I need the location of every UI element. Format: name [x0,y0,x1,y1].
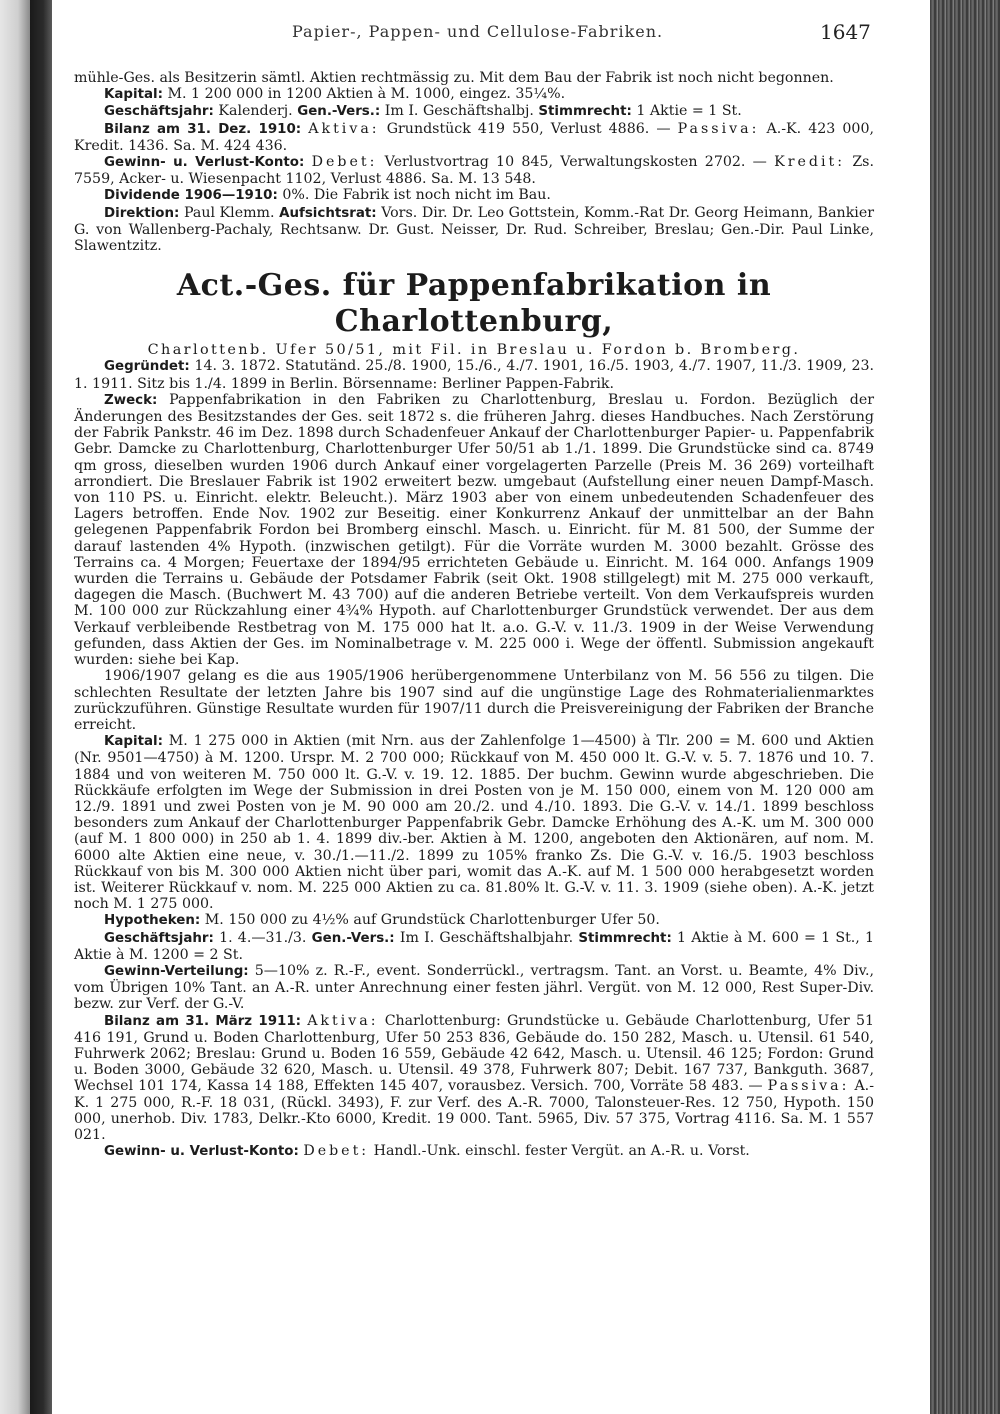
page-number: 1647 [820,20,871,44]
second-company-geschaeftsjahr [74,930,874,963]
first-company-intro: mühle-Ges. als Besitzerin sämtl. Aktien rechtmässig zu. Mit dem Bau der Fabrik ist noch nicht begonnen. [74,70,834,86]
guv-debet: Debet: [311,154,378,171]
aufsichtsrat-label: Aufsichtsrat: [279,205,377,221]
stimmrecht-text: 1 Aktie = 1 St. [636,103,742,120]
direktion-text: Paul Klemm. [183,204,275,221]
hypotheken-text: M. 150 000 zu 4½% auf Grundstück Charlottenburger Ufer 50. [204,912,660,929]
second-company-guv [74,1143,874,1160]
first-company-guv [74,154,874,187]
second-company-gegruendet [74,358,874,391]
zweck-text: Pappenfabrikation in den Fabriken zu Charlottenburg, Breslau u. Fordon. Bezüglich der Änderungen des Besitzstandes der Ges. seit 1872 s. die früheren Jahrg. dieses Handbuches. Nach Zerstörung der Fabrik Pankstr. 46 im Dez. 1898 durch Schadenfeuer Ankauf der Charlottenburger Papier- u. Pappenfabrik Gebr. Damcke zu Charlottenburg, Charlottenburger Ufer 50/51 ab 1./1. 1899. Die Grundstücke sind ca. 8749 qm gross, dieselben wurden 1906 durch Ankauf einer vorgelagerten Parzelle (Preis M. 36 269) vorteilhaft arrondiert. Die Breslauer Fabrik ist 1902 erweitert bezw. umgebaut (Aufstellung einer neuen Dampf-Masch. von 110 PS. u. Einricht. elektr. Beleucht.). März 1903 aber von einem unbedeutenden Schadenfeuer des Lagers betroffen. Ende Nov. 1902 zur Beseitig. einer Konkurrenz Ankauf der unmittelbar an der Bahn gelegenen Pappenfabrik Fordon bei Bromberg einschl. Masch. u. Einricht. für M. 81 500, der Summe der darauf lastenden 4% Hypoth. (inzwischen getilgt). Für die Vorräte wurden M. 3000 bezahlt. Grösse des Terrains ca. 4 Morgen; Feuertaxe der 1894/95 errichteten Gebäude u. Einricht. M. 164 000. Anfangs 1909 wurden die Terrains u. Gebäude der Potsdamer Fabrik (seit Okt. 1908 stillgelegt) mit M. 275 000 verkauft, dagegen die Masch. (Buchwert M. 43 700) auf die anderen Betriebe verteilt. Von dem Verkaufspreis wurden M. 100 000 zur Rückzahlung einer 4¾% Hypoth. auf Charlottenburger Grundstück verwendet. Der aus dem Verkauf verbleibende Restbetrag von M. 175 000 hat lt. a.o. G.-V. v. 11./3. 1909 in der Weise Verwendung gefunden, dass Aktien der Ges. im Nominalbetrage v. M. 225 000 i. Wege der öffentl. Submission angekauft wurden: siehe bei Kap. [74,391,875,669]
stimmrecht-text: 1 Aktie à M. 600 = 1 St., 1 Aktie à M. 1200 = 2 St. [74,929,875,963]
first-company-direktion [74,205,874,255]
bilanz-text-b: A.-K. 1 275 000, R.-F. 18 031, (Rückl. 3493), F. zur Verf. des A.-R. 7000, Talonsteuer-Res. 12 750, Hypoth. 150 000, unerhob. Div. 1783, Delkr.-Kto 6000, Kredit. 19 000. Tant. 5965, Div. 57 375, Vortrag 4116. Sa. M. 1 557 021. [74,1078,874,1143]
guv-label: Gewinn- u. Verlust-Konto: [104,1144,299,1160]
right-page-edges [930,0,1000,1414]
company-title: Act.-Ges. für Pappenfabrikation in Charlottenburg, [176,268,772,340]
first-company-entry [74,70,874,254]
second-company-bilanz [74,1013,874,1144]
second-company-kapital [74,733,874,912]
running-title: Papier-, Pappen- und Cellulose-Fabriken. [292,22,664,41]
gewinnverteilung-text: 5—10% z. R.-F., event. Sonderrückl., vertragsm. Tant. an Vorst. u. Beamte, 4% Div., vom Übrigen 10% Tant. an A.-R. unter Anrechnung einer festen jährl. Vergüt. von M. 12 000, Rest Super-Div. bezw. zur Verf. der G.-V. [74,962,874,1013]
document-page [52,0,930,1414]
bilanz-aktiva: Aktiva: [307,1012,379,1029]
left-page-edge [0,0,30,1414]
second-company-hypotheken [74,912,874,929]
stimmrecht-label: Stimmrecht: [578,930,672,946]
bilanz-aktiva: Aktiva: [308,120,380,137]
first-company-bilanz [74,121,874,154]
genvers-label: Gen.-Vers.: [311,930,395,946]
guv-text-b: Zs. 7559, Acker- u. Wiesenpacht 1102, Verlust 4886. Sa. M. 13 548. [74,154,874,188]
gegruendet-label: Gegründet: [104,359,190,375]
bilanz-text-a: Grundstück 419 550, Verlust 4886. — [386,120,671,137]
direktion-label: Direktion: [104,205,180,221]
second-company-gewinnverteilung [74,963,874,1013]
book-binding [30,0,52,1414]
bilanz-text-a: Charlottenburg: Grundstücke u. Gebäude Charlottenburg, Ufer 51 416 191, Grund u. Boden Charlottenburg, Ufer 50 253 836, Gebäude do. 150 282, Masch. u. Utensil. 61 540, Fuhrwerk 2062; Breslau: Grund u. Boden 16 559, Gebäude 42 642, Masch. u. Utensil. 46 125; Fordon: Grund u. Boden 3000, Gebäude 32 620, Masch. u. Utensil. 49 378, Fuhrwerk 807; Debit. 167 737, Bankguth. 3687, Wechsel 101 174, Kassa 14 188, Effekten 145 407, vorausbez. Versich. 700, Vorräte 58 483. — [74,1012,875,1095]
geschaeftsjahr-text: Kalenderj. [218,103,293,120]
geschaeftsjahr-label: Geschäftsjahr: [104,104,214,120]
zweck-label: Zweck: [104,392,158,408]
bilanz-passiva: Passiva: [677,120,760,137]
genvers-text: Im I. Geschäftshalbj. [384,103,534,120]
guv-text-a: Verlustvortrag 10 845, Verwaltungskosten 2702. — [384,154,767,171]
bilanz-text-b: A.-K. 423 000, Kredit. 1436. Sa. M. 424 436. [74,120,874,154]
geschaeftsjahr-text: 1. 4.—31./3. [219,929,307,946]
bilanz-passiva: Passiva: [767,1078,850,1095]
guv-debet: Debet: [303,1143,370,1160]
page-content [74,70,874,1160]
gegruendet-text: 14. 3. 1872. Statutänd. 25./8. 1900, 15./6., 4./7. 1901, 16./5. 1903, 4./7. 1907, 11./3. 1909, 23. 1. 1911. Sitz bis 1./4. 1899 in Berlin. Börsenname: Berliner Pappen-Fabrik. [74,358,875,392]
kapital-label: Kapital: [104,87,163,103]
guv-label: Gewinn- u. Verlust-Konto: [104,155,305,171]
bilanz-label: Bilanz am 31. Dez. 1910: [104,121,302,137]
first-company-kapital [74,86,874,103]
stimmrecht-label: Stimmrecht: [538,104,632,120]
second-company-entry [74,268,874,1160]
geschaeftsjahr-label: Geschäftsjahr: [104,930,214,946]
company-address: Charlottenb. Ufer 50/51, mit Fil. in Breslau u. Fordon b. Bromberg. [147,342,801,359]
genvers-text: Im I. Geschäftshalbjahr. [399,929,574,946]
dividende-label: Dividende 1906—1910: [104,188,278,204]
dividende-text: 0%. Die Fabrik ist noch nicht im Bau. [282,187,551,204]
kapital-label: Kapital: [104,734,163,750]
guv-kredit: Kredit: [774,154,846,171]
guv-text-a: Handl.-Unk. einschl. fester Vergüt. an A.-R. u. Vorst. [373,1143,750,1160]
kapital-text: M. 1 275 000 in Aktien (mit Nrn. aus der Zahlenfolge 1—4500) à Tlr. 200 = M. 600 und Aktien (Nr. 9501—4750) à M. 1200. Urspr. M. 2 700 000; Rückkauf von M. 450 000 lt. G.-V. v. 5. 7. 1876 und 10. 7. 1884 und von weiteren M. 750 000 lt. G.-V. v. 19. 12. 1885. Der buchm. Gewinn wurde abgeschrieben. Die Rückkäufe erfolgten im Wege der Submission in drei Posten von je M. 150 000, einem von M. 120 000 am 12./9. 1891 und zwei Posten von je M. 90 000 am 20./2. und 4./10. 1893. Die G.-V. v. 14./1. 1899 beschloss besonders zum Ankauf der Charlottenburger Pappenfabrik Gebr. Damcke Erhöhung des A.-K. um M. 300 000 (auf M. 1 800 000) in 250 ab 1. 4. 1899 div.-ber. Aktien à M. 1200, angeboten den Aktionären, auf nom. M. 6000 alte Aktien eine neue, v. 30./1.—11./2. 1899 zu 105% franko Zs. Die G.-V. v. 16./5. 1903 beschloss Rückkauf von bis M. 300 000 Aktien nicht über pari, womit das A.-K. auf M. 1 500 000 herabgesetzt worden ist. Weiterer Rückkauf v. nom. M. 225 000 Aktien zu ca. 81.80% lt. G.-V. v. 11. 3. 1909 (siehe oben). A.-K. jetzt noch M. 1 275 000. [74,733,874,913]
page-header [52,22,930,46]
bilanz-label: Bilanz am 31. März 1911: [104,1013,302,1029]
second-company-zweck-2: 1906/1907 gelang es die aus 1905/1906 herübergenommene Unterbilanz von M. 56 556 zu tilgen. Die schlechten Resultate der letzten Jahre bis 1907 sind auf die ungünstige Lage des Rohmaterialienmarktes zurückzuführen. Günstige Resultate wurden für 1907/11 durch die Preisvereinigung der Fabriken der Branche erreicht. [74,668,874,733]
kapital-text: M. 1 200 000 in 1200 Aktien à M. 1000, eingez. 35¼%. [167,86,566,103]
gewinnverteilung-label: Gewinn-Verteilung: [104,963,249,979]
first-company-dividende [74,187,874,204]
first-company-geschaeftsjahr [74,103,874,120]
second-company-zweck [74,392,874,668]
hypotheken-label: Hypotheken: [104,913,201,929]
aufsichtsrat-text: Vors. Dir. Dr. Leo Gottstein, Komm.-Rat Dr. Georg Heimann, Bankier G. von Wallenberg-Pachaly, Rechtsanw. Dr. Gust. Neisser, Dr. Rud. Schreiber, Breslau; Gen.-Dir. Paul Linke, Slawentzitz. [74,204,875,255]
genvers-label: Gen.-Vers.: [297,104,381,120]
